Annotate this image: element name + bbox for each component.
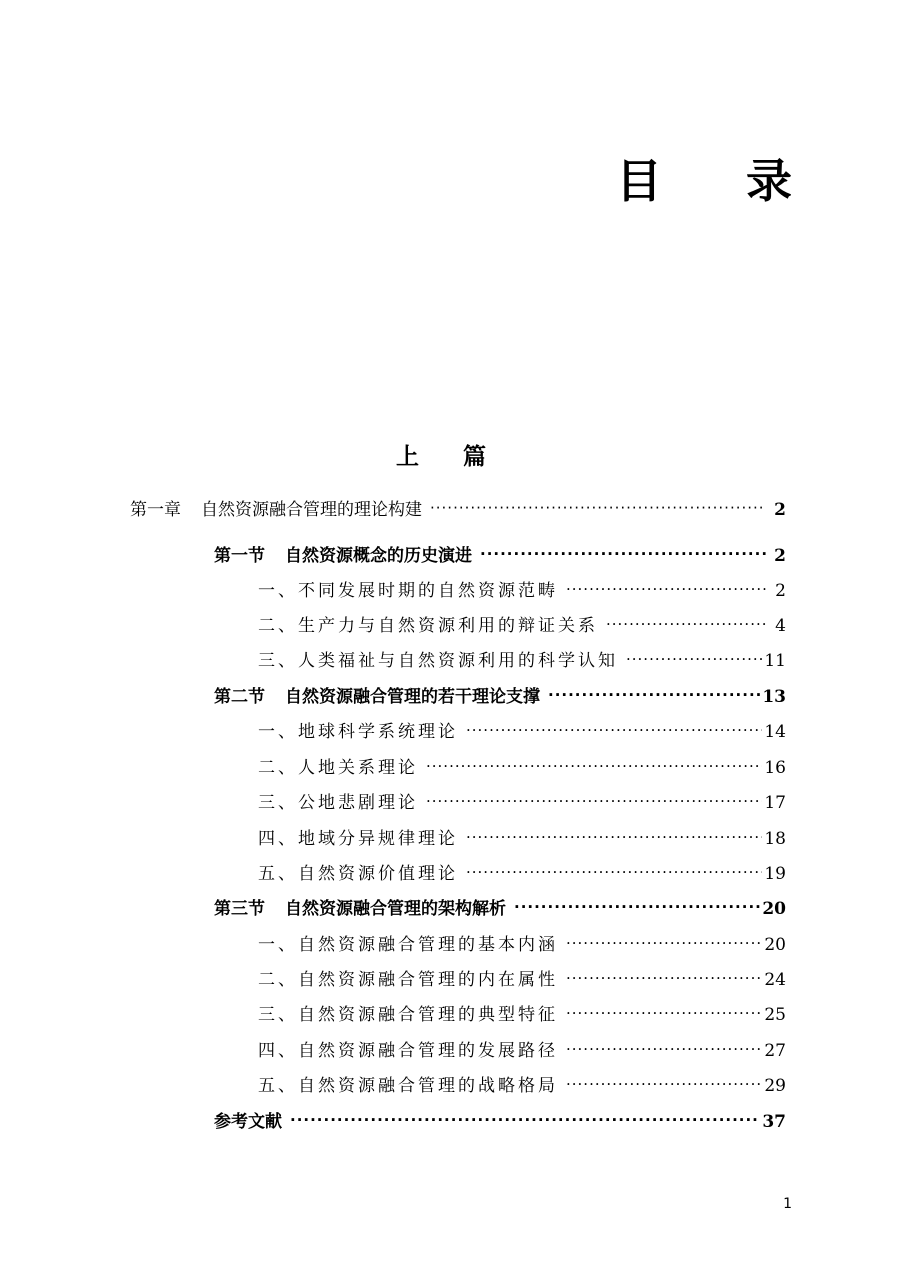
page-ref: 37 bbox=[762, 1112, 786, 1132]
toc-item[interactable] bbox=[258, 817, 786, 849]
leader-dots bbox=[566, 1077, 762, 1092]
item-title: 三、人类福祉与自然资源利用的科学认知 bbox=[258, 651, 618, 671]
page-ref: 13 bbox=[762, 687, 786, 707]
page-ref: 11 bbox=[764, 651, 786, 671]
part-title: 上 篇 bbox=[395, 444, 504, 470]
chapter-number: 第一章 bbox=[130, 500, 181, 520]
section-title: 自然资源概念的历史演进 bbox=[285, 546, 472, 566]
references-title: 参考文献 bbox=[214, 1112, 282, 1132]
page-ref: 18 bbox=[764, 829, 786, 849]
toc-item[interactable] bbox=[258, 1064, 786, 1096]
leader-dots bbox=[514, 900, 760, 915]
page-ref: 29 bbox=[764, 1076, 786, 1096]
chapter-title: 自然资源融合管理的理论构建 bbox=[201, 500, 422, 520]
page-ref: 2 bbox=[774, 546, 786, 566]
item-title: 二、生产力与自然资源利用的辩证关系 bbox=[258, 616, 598, 636]
item-title: 一、地球科学系统理论 bbox=[258, 722, 458, 742]
section-number: 第一节 bbox=[214, 546, 265, 566]
section-title: 自然资源融合管理的若干理论支撑 bbox=[285, 687, 540, 707]
page-ref: 2 bbox=[775, 581, 786, 601]
item-title: 四、自然资源融合管理的发展路径 bbox=[258, 1041, 558, 1061]
item-title: 五、自然资源价值理论 bbox=[258, 864, 458, 884]
toc-chapter-1[interactable] bbox=[130, 488, 786, 520]
page-ref: 16 bbox=[764, 758, 786, 778]
toc-item[interactable] bbox=[258, 569, 786, 601]
toc-section-3[interactable] bbox=[214, 887, 786, 919]
item-title: 三、自然资源融合管理的典型特征 bbox=[258, 1005, 558, 1025]
toc-section-2[interactable] bbox=[214, 675, 786, 707]
item-title: 二、自然资源融合管理的内在属性 bbox=[258, 970, 558, 990]
leader-dots bbox=[426, 759, 762, 774]
toc-item[interactable] bbox=[258, 639, 786, 671]
leader-dots bbox=[466, 830, 762, 845]
leader-dots bbox=[466, 865, 762, 880]
page-ref: 24 bbox=[764, 970, 786, 990]
leader-dots bbox=[626, 652, 762, 667]
leader-dots bbox=[466, 723, 762, 738]
leader-dots bbox=[566, 1042, 762, 1057]
leader-dots bbox=[290, 1113, 760, 1128]
page-ref: 14 bbox=[764, 722, 786, 742]
section-title: 自然资源融合管理的架构解析 bbox=[285, 899, 506, 919]
leader-dots bbox=[566, 582, 766, 597]
page-ref: 17 bbox=[764, 793, 786, 813]
page-ref: 25 bbox=[764, 1005, 786, 1025]
item-title: 三、公地悲剧理论 bbox=[258, 793, 418, 813]
item-title: 一、自然资源融合管理的基本内涵 bbox=[258, 935, 558, 955]
toc-item[interactable] bbox=[258, 923, 786, 955]
item-title: 五、自然资源融合管理的战略格局 bbox=[258, 1076, 558, 1096]
item-title: 一、不同发展时期的自然资源范畴 bbox=[258, 581, 558, 601]
page-ref: 20 bbox=[762, 899, 786, 919]
leader-dots bbox=[480, 547, 766, 562]
page-ref: 2 bbox=[774, 500, 786, 520]
toc-item[interactable] bbox=[258, 1029, 786, 1061]
toc-item[interactable] bbox=[258, 958, 786, 990]
toc-item[interactable] bbox=[258, 993, 786, 1025]
toc-item[interactable] bbox=[258, 781, 786, 813]
leader-dots bbox=[606, 617, 766, 632]
toc-section-1[interactable] bbox=[214, 534, 786, 566]
toc-references[interactable] bbox=[214, 1100, 786, 1132]
toc-item[interactable] bbox=[258, 852, 786, 884]
leader-dots bbox=[566, 971, 762, 986]
item-title: 四、地域分异规律理论 bbox=[258, 829, 458, 849]
leader-dots bbox=[548, 688, 760, 703]
page-ref: 20 bbox=[764, 935, 786, 955]
leader-dots bbox=[566, 1006, 762, 1021]
leader-dots bbox=[430, 501, 766, 516]
toc-item[interactable] bbox=[258, 746, 786, 778]
item-title: 二、人地关系理论 bbox=[258, 758, 418, 778]
page-ref: 19 bbox=[764, 864, 786, 884]
page-ref: 27 bbox=[764, 1041, 786, 1061]
page-title: 目 录 bbox=[615, 154, 826, 208]
toc-item[interactable] bbox=[258, 604, 786, 636]
page-number: 1 bbox=[783, 1196, 792, 1212]
leader-dots bbox=[566, 936, 762, 951]
toc-item[interactable] bbox=[258, 710, 786, 742]
section-number: 第二节 bbox=[214, 687, 265, 707]
section-number: 第三节 bbox=[214, 899, 265, 919]
leader-dots bbox=[426, 794, 762, 809]
page-ref: 4 bbox=[775, 616, 786, 636]
